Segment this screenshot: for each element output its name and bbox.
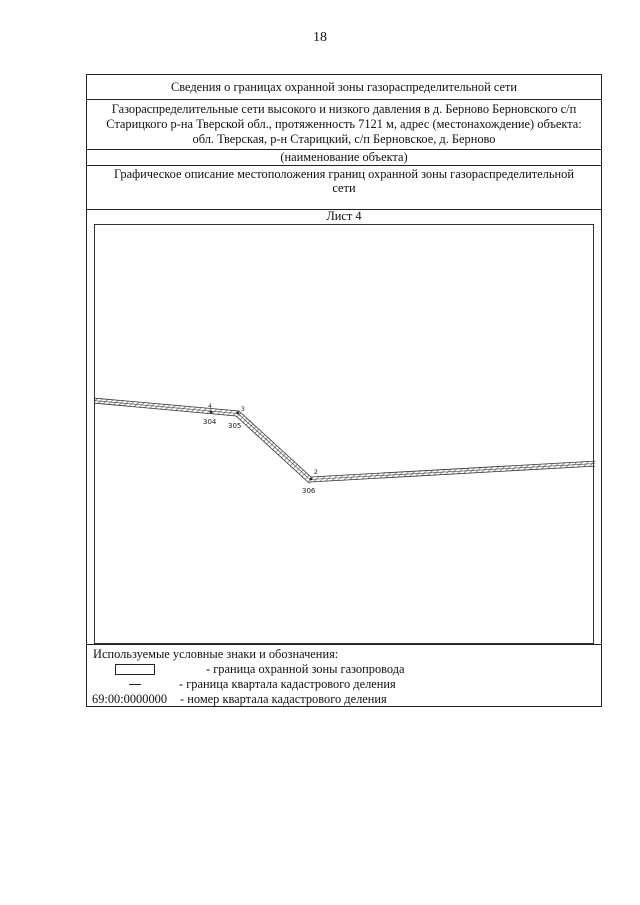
object-caption: (наименование объекта): [87, 150, 601, 166]
point-number-3: 3: [241, 406, 245, 413]
graphic-description: [87, 166, 601, 210]
map-frame: [94, 224, 594, 644]
page-number: 18: [313, 30, 327, 45]
block-boundary-icon: [129, 684, 141, 685]
legend-item-zone: [93, 662, 601, 677]
graphic-line-2: сети: [332, 181, 356, 195]
point-marker-2: [310, 478, 313, 481]
point-label-304: 304: [203, 418, 217, 426]
object-line-1: Газораспределительные сети высокого и низкого давления в д. Берново Берновского с/п: [111, 102, 577, 116]
point-label-305: 305: [228, 422, 242, 430]
point-marker-4: [210, 411, 213, 414]
legend-zone-text: - граница охранной зоны газопровода: [206, 662, 405, 676]
legend-item-block: [93, 677, 601, 692]
legend-code: 69:00:0000000: [92, 692, 168, 706]
point-number-4: 4: [208, 403, 212, 410]
legend-block-text: - граница квартала кадастрового деления: [179, 677, 396, 691]
object-description: [87, 100, 601, 150]
sheet-label: Лист 4: [326, 209, 362, 223]
object-line-2: Старицкого р-на Тверской обл., протяженность 7121 м, адрес (местонахождение) объекта:: [106, 117, 582, 131]
object-line-3: обл. Тверская, р-н Старицкий, с/п Берновское, д. Берново: [192, 132, 496, 146]
boundary-info-table: [86, 74, 602, 707]
pipeline-axis: [95, 401, 595, 480]
zone-swatch-icon: [115, 664, 155, 675]
legend: [87, 644, 601, 706]
point-marker-3: [237, 412, 240, 415]
legend-item-code: [93, 692, 601, 707]
point-number-2: 2: [314, 469, 318, 476]
graphic-line-1: Графическое описание местоположения границ охранной зоны газораспределительной: [114, 167, 574, 181]
legend-code-text: - номер квартала кадастрового деления: [180, 692, 387, 706]
protection-zone-strip: [95, 398, 595, 483]
gas-pipeline-map: [95, 225, 595, 645]
table-title: Сведения о границах охранной зоны газораспределительной сети: [87, 75, 601, 100]
legend-heading: Используемые условные знаки и обозначения:: [93, 647, 339, 661]
point-label-306: 306: [302, 487, 316, 495]
